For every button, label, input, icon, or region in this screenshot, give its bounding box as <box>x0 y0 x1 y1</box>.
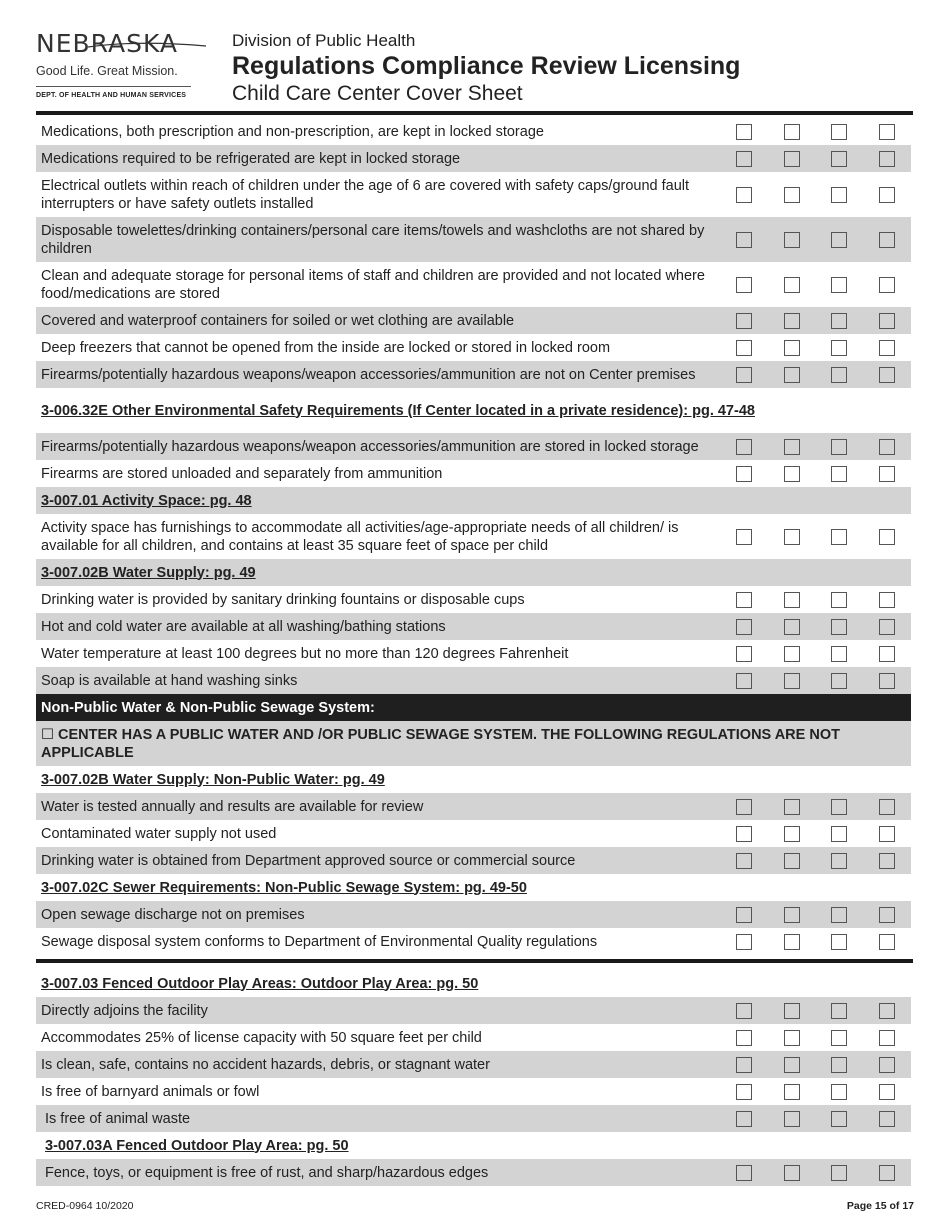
status-checkbox-2[interactable] <box>784 124 800 140</box>
checkbox-group <box>736 1030 911 1046</box>
status-checkbox-2[interactable] <box>784 529 800 545</box>
status-checkbox-3[interactable] <box>831 826 847 842</box>
checklist-row <box>36 172 911 217</box>
status-checkbox-1[interactable] <box>736 529 752 545</box>
status-checkbox-4[interactable] <box>879 907 895 923</box>
checklist-row <box>36 613 911 640</box>
status-checkbox-3[interactable] <box>831 619 847 635</box>
status-checkbox-4[interactable] <box>879 1057 895 1073</box>
status-checkbox-3[interactable] <box>831 466 847 482</box>
status-checkbox-3[interactable] <box>831 1165 847 1181</box>
status-checkbox-4[interactable] <box>879 1165 895 1181</box>
page-number: Page 15 of 17 <box>846 1200 914 1212</box>
row-text: Sewage disposal system conforms to Department of Environmental Quality regulations <box>41 933 598 950</box>
status-checkbox-3[interactable] <box>831 853 847 869</box>
checkbox-group <box>736 646 911 662</box>
checklist-row <box>36 997 911 1024</box>
status-checkbox-3[interactable] <box>831 232 847 248</box>
division-name: Division of Public Health <box>232 31 416 50</box>
status-checkbox-1[interactable] <box>736 592 752 608</box>
section-heading-text: 3-006.32E Other Environmental Safety Requirements (If Center located in a private residence): pg. 47-48 <box>41 402 755 419</box>
status-checkbox-4[interactable] <box>879 1030 895 1046</box>
status-checkbox-3[interactable] <box>831 934 847 950</box>
status-checkbox-2[interactable] <box>784 1111 800 1127</box>
section-heading <box>36 487 911 514</box>
status-checkbox-4[interactable] <box>879 439 895 455</box>
page-title: Regulations Compliance Review Licensing <box>232 52 741 80</box>
status-checkbox-1[interactable] <box>736 673 752 689</box>
status-checkbox-4[interactable] <box>879 799 895 815</box>
status-checkbox-3[interactable] <box>831 1057 847 1073</box>
section-heading-text: 3-007.02C Sewer Requirements: Non-Public Sewage System: pg. 49-50 <box>41 879 527 896</box>
status-checkbox-2[interactable] <box>784 232 800 248</box>
section-heading-text: 3-007.03A Fenced Outdoor Play Area: pg. 50 <box>45 1137 349 1154</box>
section-heading <box>36 874 911 901</box>
status-checkbox-3[interactable] <box>831 1030 847 1046</box>
status-checkbox-3[interactable] <box>831 151 847 167</box>
checkbox-group <box>736 232 911 248</box>
row-text: Medications, both prescription and non-prescription, are kept in locked storage <box>41 123 544 140</box>
status-checkbox-3[interactable] <box>831 124 847 140</box>
section-heading-text: 3-007.03 Fenced Outdoor Play Areas: Outdoor Play Area: pg. 50 <box>41 975 479 992</box>
status-checkbox-3[interactable] <box>831 1003 847 1019</box>
checklist-row <box>36 145 911 172</box>
status-checkbox-2[interactable] <box>784 853 800 869</box>
section-heading-text: 3-007.01 Activity Space: pg. 48 <box>41 492 252 509</box>
logo-divider <box>36 86 191 87</box>
status-checkbox-1[interactable] <box>736 907 752 923</box>
status-checkbox-4[interactable] <box>879 529 895 545</box>
row-text: Accommodates 25% of license capacity with 50 square feet per child <box>41 1029 482 1046</box>
row-text: Is free of animal waste <box>45 1110 191 1127</box>
status-checkbox-3[interactable] <box>831 646 847 662</box>
status-checkbox-2[interactable] <box>784 592 800 608</box>
row-text: Disposable towelettes/drinking containers/personal care items/towels and washcloths are not shared by children <box>41 222 705 257</box>
logo-swoosh-icon <box>88 38 208 52</box>
status-checkbox-4[interactable] <box>879 367 895 383</box>
status-checkbox-3[interactable] <box>831 277 847 293</box>
row-text: Open sewage discharge not on premises <box>41 906 305 923</box>
status-checkbox-3[interactable] <box>831 799 847 815</box>
status-checkbox-2[interactable] <box>784 673 800 689</box>
status-checkbox-2[interactable] <box>784 439 800 455</box>
checklist-row <box>36 1159 911 1186</box>
status-checkbox-1[interactable] <box>736 340 752 356</box>
checkbox-group <box>736 592 911 608</box>
section-heading <box>36 559 911 586</box>
checklist-table <box>36 118 911 1186</box>
logo-wordmark: NEBRASKA <box>36 30 201 58</box>
status-checkbox-3[interactable] <box>831 187 847 203</box>
status-checkbox-3[interactable] <box>831 439 847 455</box>
section-banner <box>36 694 911 721</box>
checklist-row <box>36 307 911 334</box>
status-checkbox-4[interactable] <box>879 313 895 329</box>
row-text: Clean and adequate storage for personal items of staff and children are provided and not located where food/medications are stored <box>41 267 705 302</box>
status-checkbox-2[interactable] <box>784 1030 800 1046</box>
checkbox-group <box>736 277 911 293</box>
row-text: Activity space has furnishings to accommodate all activities/age-appropriate needs of all children/ is available for all children, and contains at least 35 square feet of space per child <box>41 519 679 554</box>
checklist-row <box>36 118 911 145</box>
checkbox-group <box>736 124 911 140</box>
row-text: Covered and waterproof containers for soiled or wet clothing are available <box>41 312 515 329</box>
status-checkbox-1[interactable] <box>736 1057 752 1073</box>
header-divider <box>36 111 913 115</box>
status-checkbox-4[interactable] <box>879 340 895 356</box>
row-text: Hot and cold water are available at all washing/bathing stations <box>41 618 446 635</box>
checkbox-group <box>736 619 911 635</box>
checkbox-group <box>736 853 911 869</box>
status-checkbox-4[interactable] <box>879 646 895 662</box>
checkbox-group <box>736 1003 911 1019</box>
checkbox-group <box>736 907 911 923</box>
status-checkbox-2[interactable] <box>784 1003 800 1019</box>
status-checkbox-2[interactable] <box>784 340 800 356</box>
row-text: Water is tested annually and results are available for review <box>41 798 424 815</box>
status-checkbox-2[interactable] <box>784 277 800 293</box>
status-checkbox-1[interactable] <box>736 367 752 383</box>
checkbox-group <box>736 1084 911 1100</box>
checklist-row <box>36 1051 911 1078</box>
checkbox-group <box>736 826 911 842</box>
status-checkbox-1[interactable] <box>736 124 752 140</box>
checklist-row <box>36 847 911 874</box>
status-checkbox-3[interactable] <box>831 340 847 356</box>
status-checkbox-1[interactable] <box>736 619 752 635</box>
status-checkbox-1[interactable] <box>736 934 752 950</box>
row-text: Electrical outlets within reach of children under the age of 6 are covered with safety caps/ground fault interrupters or have safety outlets installed <box>41 177 690 212</box>
checkbox-group <box>736 439 911 455</box>
checklist-row <box>36 514 911 559</box>
status-checkbox-4[interactable] <box>879 826 895 842</box>
status-checkbox-2[interactable] <box>784 466 800 482</box>
status-checkbox-4[interactable] <box>879 673 895 689</box>
status-checkbox-3[interactable] <box>831 907 847 923</box>
status-checkbox-4[interactable] <box>879 151 895 167</box>
status-checkbox-1[interactable] <box>736 1030 752 1046</box>
row-text: Medications required to be refrigerated are kept in locked storage <box>41 150 461 167</box>
status-checkbox-1[interactable] <box>736 466 752 482</box>
status-checkbox-3[interactable] <box>831 592 847 608</box>
status-checkbox-4[interactable] <box>879 619 895 635</box>
status-checkbox-1[interactable] <box>736 232 752 248</box>
status-checkbox-1[interactable] <box>736 646 752 662</box>
status-checkbox-3[interactable] <box>831 1111 847 1127</box>
checklist-row <box>36 793 911 820</box>
row-text: Non-Public Water & Non-Public Sewage System: <box>41 699 375 716</box>
logo-department: DEPT. OF HEALTH AND HUMAN SERVICES <box>36 92 187 99</box>
checklist-row <box>36 1078 911 1105</box>
checkbox-group <box>736 934 911 950</box>
logo-tagline: Good Life. Great Mission. <box>36 64 178 78</box>
row-text: Water temperature at least 100 degrees but no more than 120 degrees Fahrenheit <box>41 645 569 662</box>
section-heading-text: 3-007.02B Water Supply: Non-Public Water: pg. 49 <box>41 771 385 788</box>
status-checkbox-3[interactable] <box>831 367 847 383</box>
status-checkbox-2[interactable] <box>784 799 800 815</box>
status-checkbox-3[interactable] <box>831 673 847 689</box>
status-checkbox-2[interactable] <box>784 934 800 950</box>
nebraska-dhhs-logo <box>36 30 201 99</box>
status-checkbox-2[interactable] <box>784 1165 800 1181</box>
status-checkbox-4[interactable] <box>879 466 895 482</box>
status-checkbox-1[interactable] <box>736 277 752 293</box>
row-text: Soap is available at hand washing sinks <box>41 672 298 689</box>
status-checkbox-2[interactable] <box>784 151 800 167</box>
row-text: Is clean, safe, contains no accident hazards, debris, or stagnant water <box>41 1056 490 1073</box>
checklist-row <box>36 217 911 262</box>
row-text: Firearms/potentially hazardous weapons/weapon accessories/ammunition are not on Center premises <box>41 366 696 383</box>
status-checkbox-1[interactable] <box>736 1111 752 1127</box>
checkbox-group <box>736 1111 911 1127</box>
status-checkbox-4[interactable] <box>879 124 895 140</box>
not-applicable-row <box>36 721 911 766</box>
checklist-row <box>36 334 911 361</box>
status-checkbox-4[interactable] <box>879 1003 895 1019</box>
row-text: Fence, toys, or equipment is free of rust, and sharp/hazardous edges <box>45 1164 489 1181</box>
status-checkbox-1[interactable] <box>736 1003 752 1019</box>
checkbox-group <box>736 529 911 545</box>
status-checkbox-4[interactable] <box>879 853 895 869</box>
checklist-row <box>36 928 911 955</box>
checkbox-group <box>736 340 911 356</box>
checkbox-group <box>736 151 911 167</box>
checklist-row <box>36 1105 911 1132</box>
row-text: Is free of barnyard animals or fowl <box>41 1083 260 1100</box>
checklist-row <box>36 586 911 613</box>
status-checkbox-2[interactable] <box>784 1084 800 1100</box>
section-heading <box>36 766 911 793</box>
checkbox-group <box>736 1057 911 1073</box>
status-checkbox-3[interactable] <box>831 1084 847 1100</box>
status-checkbox-4[interactable] <box>879 592 895 608</box>
row-text: Directly adjoins the facility <box>41 1002 208 1019</box>
status-checkbox-4[interactable] <box>879 187 895 203</box>
status-checkbox-1[interactable] <box>736 313 752 329</box>
checkbox-group <box>736 367 911 383</box>
status-checkbox-2[interactable] <box>784 367 800 383</box>
row-text: Deep freezers that cannot be opened from the inside are locked or stored in locked room <box>41 339 611 356</box>
status-checkbox-2[interactable] <box>784 619 800 635</box>
status-checkbox-3[interactable] <box>831 313 847 329</box>
row-text: Contaminated water supply not used <box>41 825 277 842</box>
section-heading <box>36 970 911 997</box>
page-header <box>232 30 740 107</box>
checklist-row <box>36 433 911 460</box>
checklist-row <box>36 1024 911 1051</box>
checkbox-group <box>736 466 911 482</box>
row-text: Drinking water is provided by sanitary drinking fountains or disposable cups <box>41 591 525 608</box>
status-checkbox-4[interactable] <box>879 232 895 248</box>
checkbox-group <box>736 313 911 329</box>
checkbox-group <box>736 187 911 203</box>
status-checkbox-2[interactable] <box>784 313 800 329</box>
checklist-row <box>36 262 911 307</box>
page-subtitle: Child Care Center Cover Sheet <box>232 82 523 105</box>
checklist-row <box>36 667 911 694</box>
row-text: Firearms are stored unloaded and separately from ammunition <box>41 465 443 482</box>
status-checkbox-1[interactable] <box>736 826 752 842</box>
checkbox-group <box>736 799 911 815</box>
status-checkbox-4[interactable] <box>879 1084 895 1100</box>
row-text: Drinking water is obtained from Department approved source or commercial source <box>41 852 576 869</box>
status-checkbox-1[interactable] <box>736 439 752 455</box>
checkbox-group <box>736 1165 911 1181</box>
row-text: ☐ CENTER HAS A PUBLIC WATER AND /OR PUBLIC SEWAGE SYSTEM. THE FOLLOWING REGULATIONS ARE NOT APPLICABLE <box>41 726 840 761</box>
status-checkbox-3[interactable] <box>831 529 847 545</box>
status-checkbox-2[interactable] <box>784 646 800 662</box>
section-heading <box>36 1132 911 1159</box>
row-text: Firearms/potentially hazardous weapons/weapon accessories/ammunition are stored in locked storage <box>41 438 699 455</box>
status-checkbox-2[interactable] <box>784 1057 800 1073</box>
checklist-row <box>36 640 911 667</box>
checklist-row <box>36 361 911 388</box>
status-checkbox-1[interactable] <box>736 187 752 203</box>
status-checkbox-1[interactable] <box>736 799 752 815</box>
checklist-row <box>36 460 911 487</box>
status-checkbox-4[interactable] <box>879 277 895 293</box>
checklist-row <box>36 901 911 928</box>
checkbox-group <box>736 673 911 689</box>
section-heading-text: 3-007.02B Water Supply: pg. 49 <box>41 564 256 581</box>
section-heading <box>36 388 911 433</box>
status-checkbox-2[interactable] <box>784 907 800 923</box>
form-id: CRED-0964 10/2020 <box>36 1200 134 1212</box>
status-checkbox-2[interactable] <box>784 187 800 203</box>
status-checkbox-1[interactable] <box>736 1165 752 1181</box>
status-checkbox-4[interactable] <box>879 1111 895 1127</box>
status-checkbox-1[interactable] <box>736 1084 752 1100</box>
status-checkbox-2[interactable] <box>784 826 800 842</box>
status-checkbox-4[interactable] <box>879 934 895 950</box>
status-checkbox-1[interactable] <box>736 151 752 167</box>
status-checkbox-1[interactable] <box>736 853 752 869</box>
checklist-row <box>36 820 911 847</box>
